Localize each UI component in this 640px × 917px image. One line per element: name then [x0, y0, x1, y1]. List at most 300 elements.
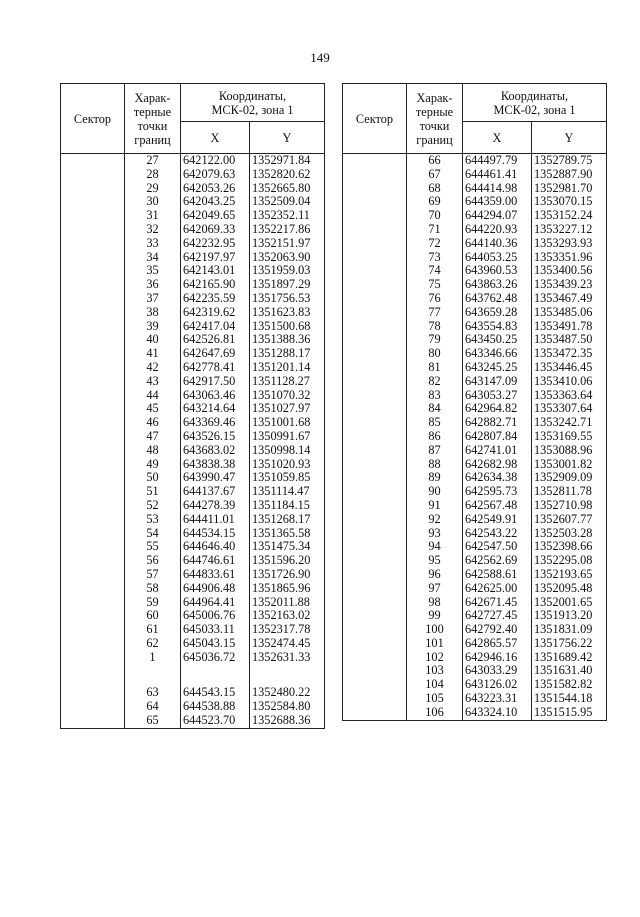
y-coordinate: 1352480.22 — [250, 686, 325, 700]
table-row — [343, 375, 607, 389]
point-number: 67 — [407, 168, 463, 182]
x-coordinate: 643838.38 — [181, 458, 250, 472]
sector-cell — [343, 306, 407, 320]
x-coordinate: 643990.47 — [181, 471, 250, 485]
point-number: 86 — [407, 430, 463, 444]
y-coordinate: 1352811.78 — [532, 485, 607, 499]
sector-cell — [61, 623, 125, 637]
sector-cell — [343, 320, 407, 334]
x-coordinate: 643223.31 — [463, 692, 532, 706]
point-number: 98 — [407, 596, 463, 610]
table-row — [343, 692, 607, 706]
sector-cell — [343, 333, 407, 347]
x-coordinate: 642741.01 — [463, 444, 532, 458]
point-number — [125, 664, 181, 686]
x-coordinate: 644906.48 — [181, 582, 250, 596]
table-row — [343, 430, 607, 444]
table-row — [61, 700, 325, 714]
x-coordinate: 642634.38 — [463, 471, 532, 485]
table-row — [61, 375, 325, 389]
point-number: 34 — [125, 251, 181, 265]
x-coordinate: 644359.00 — [463, 195, 532, 209]
y-coordinate: 1352352.11 — [250, 209, 325, 223]
table-row — [61, 154, 325, 168]
point-number: 84 — [407, 402, 463, 416]
y-coordinate: 1351001.68 — [250, 416, 325, 430]
y-coordinate: 1351388.36 — [250, 333, 325, 347]
point-number: 77 — [407, 306, 463, 320]
table-row — [343, 540, 607, 554]
y-coordinate: 1352688.36 — [250, 714, 325, 728]
x-coordinate: 642549.91 — [463, 513, 532, 527]
y-coordinate: 1351756.53 — [250, 292, 325, 306]
header-y: Y — [532, 122, 607, 154]
table-row — [61, 389, 325, 403]
point-number: 30 — [125, 195, 181, 209]
table-row — [61, 320, 325, 334]
sector-cell — [61, 223, 125, 237]
y-coordinate: 1353410.06 — [532, 375, 607, 389]
sector-cell — [61, 430, 125, 444]
sector-cell — [61, 499, 125, 513]
x-coordinate: 643033.29 — [463, 664, 532, 678]
sector-cell — [343, 444, 407, 458]
y-coordinate: 1353152.24 — [532, 209, 607, 223]
x-coordinate: 642792.40 — [463, 623, 532, 637]
table-row — [343, 237, 607, 251]
sector-cell — [343, 651, 407, 665]
sector-cell — [343, 678, 407, 692]
sector-cell — [343, 568, 407, 582]
y-coordinate: 1353169.55 — [532, 430, 607, 444]
table-row — [343, 333, 607, 347]
y-coordinate: 1352710.98 — [532, 499, 607, 513]
coordinates-table-right — [342, 83, 607, 721]
table-row — [343, 527, 607, 541]
sector-cell — [343, 637, 407, 651]
table-row — [343, 471, 607, 485]
y-coordinate: 1353351.96 — [532, 251, 607, 265]
x-coordinate: 643450.25 — [463, 333, 532, 347]
table-row — [61, 237, 325, 251]
y-coordinate: 1352607.77 — [532, 513, 607, 527]
point-number: 88 — [407, 458, 463, 472]
header-y: Y — [250, 122, 325, 154]
x-coordinate: 643554.83 — [463, 320, 532, 334]
sector-cell — [343, 361, 407, 375]
point-number: 79 — [407, 333, 463, 347]
sector-cell — [61, 637, 125, 651]
table-row — [343, 596, 607, 610]
point-number: 63 — [125, 686, 181, 700]
point-number: 74 — [407, 264, 463, 278]
table-row — [343, 568, 607, 582]
x-coordinate: 642526.81 — [181, 333, 250, 347]
y-coordinate: 1351726.90 — [250, 568, 325, 582]
x-coordinate: 642562.69 — [463, 554, 532, 568]
point-number: 27 — [125, 154, 181, 168]
table-row — [61, 306, 325, 320]
point-number: 87 — [407, 444, 463, 458]
point-number: 69 — [407, 195, 463, 209]
table-row — [61, 596, 325, 610]
point-number: 46 — [125, 416, 181, 430]
x-coordinate: 642122.00 — [181, 154, 250, 168]
x-coordinate: 643063.46 — [181, 389, 250, 403]
point-number: 83 — [407, 389, 463, 403]
x-coordinate: 642417.04 — [181, 320, 250, 334]
header-x: X — [181, 122, 250, 154]
y-coordinate: 1353293.93 — [532, 237, 607, 251]
x-coordinate: 644220.93 — [463, 223, 532, 237]
y-coordinate: 1352981.70 — [532, 182, 607, 196]
y-coordinate: 1352398.66 — [532, 540, 607, 554]
sector-cell — [61, 333, 125, 347]
x-coordinate: 643863.26 — [463, 278, 532, 292]
y-coordinate: 1353400.56 — [532, 264, 607, 278]
point-number: 96 — [407, 568, 463, 582]
y-coordinate: 1351631.40 — [532, 664, 607, 678]
point-number: 49 — [125, 458, 181, 472]
x-coordinate: 642807.84 — [463, 430, 532, 444]
sector-cell — [343, 664, 407, 678]
table-row — [343, 182, 607, 196]
x-coordinate: 645006.76 — [181, 609, 250, 623]
point-number: 73 — [407, 251, 463, 265]
y-coordinate: 1353227.12 — [532, 223, 607, 237]
table-row — [343, 706, 607, 720]
table-row — [343, 678, 607, 692]
point-number: 51 — [125, 485, 181, 499]
table-row — [61, 458, 325, 472]
point-number: 37 — [125, 292, 181, 306]
sector-cell — [61, 686, 125, 700]
point-number: 33 — [125, 237, 181, 251]
y-coordinate: 1351831.09 — [532, 623, 607, 637]
point-number: 58 — [125, 582, 181, 596]
y-coordinate: 1351596.20 — [250, 554, 325, 568]
sector-cell — [61, 609, 125, 623]
y-coordinate: 1351959.03 — [250, 264, 325, 278]
point-number: 35 — [125, 264, 181, 278]
x-coordinate: 642547.50 — [463, 540, 532, 554]
header-x: X — [463, 122, 532, 154]
y-coordinate: 1351114.47 — [250, 485, 325, 499]
sector-cell — [61, 554, 125, 568]
y-coordinate: 1351288.17 — [250, 347, 325, 361]
x-coordinate: 643659.28 — [463, 306, 532, 320]
header-coordinates: Координаты, МСК-02, зона 1 — [463, 84, 607, 122]
x-coordinate: 642197.97 — [181, 251, 250, 265]
x-coordinate: 642946.16 — [463, 651, 532, 665]
sector-cell — [343, 609, 407, 623]
point-number: 29 — [125, 182, 181, 196]
table-row — [61, 223, 325, 237]
sector-cell — [61, 375, 125, 389]
x-coordinate: 642543.22 — [463, 527, 532, 541]
point-number: 102 — [407, 651, 463, 665]
table-row — [61, 264, 325, 278]
table-row — [61, 347, 325, 361]
y-coordinate: 1351365.58 — [250, 527, 325, 541]
table-row — [343, 278, 607, 292]
table-row — [61, 430, 325, 444]
table-row — [61, 333, 325, 347]
table-row — [343, 264, 607, 278]
x-coordinate: 643214.64 — [181, 402, 250, 416]
table-row — [343, 664, 607, 678]
table-row — [343, 651, 607, 665]
y-coordinate: 1351070.32 — [250, 389, 325, 403]
x-coordinate: 643053.27 — [463, 389, 532, 403]
point-number: 56 — [125, 554, 181, 568]
x-coordinate: 642727.45 — [463, 609, 532, 623]
sector-cell — [343, 416, 407, 430]
y-coordinate: 1353307.64 — [532, 402, 607, 416]
y-coordinate: 1353487.50 — [532, 333, 607, 347]
x-coordinate: 645033.11 — [181, 623, 250, 637]
sector-cell — [343, 195, 407, 209]
y-coordinate: 1352887.90 — [532, 168, 607, 182]
sector-cell — [343, 154, 407, 168]
sector-cell — [61, 361, 125, 375]
y-coordinate: 1351184.15 — [250, 499, 325, 513]
x-coordinate: 644538.88 — [181, 700, 250, 714]
y-coordinate: 1353088.96 — [532, 444, 607, 458]
x-coordinate: 644543.15 — [181, 686, 250, 700]
x-coordinate: 644964.41 — [181, 596, 250, 610]
table-row — [343, 209, 607, 223]
table-row — [343, 347, 607, 361]
point-number: 90 — [407, 485, 463, 499]
sector-cell — [61, 513, 125, 527]
y-coordinate: 1352011.88 — [250, 596, 325, 610]
y-coordinate: 1352317.78 — [250, 623, 325, 637]
sector-cell — [61, 292, 125, 306]
table-row — [61, 292, 325, 306]
point-number: 64 — [125, 700, 181, 714]
table-row — [343, 168, 607, 182]
sector-cell — [61, 320, 125, 334]
x-coordinate: 643346.66 — [463, 347, 532, 361]
table-row — [61, 540, 325, 554]
sector-cell — [61, 596, 125, 610]
table-row — [343, 582, 607, 596]
point-number: 60 — [125, 609, 181, 623]
y-coordinate: 1353472.35 — [532, 347, 607, 361]
sector-cell — [343, 209, 407, 223]
x-coordinate: 642882.71 — [463, 416, 532, 430]
point-number: 40 — [125, 333, 181, 347]
point-number: 48 — [125, 444, 181, 458]
point-number: 52 — [125, 499, 181, 513]
table-row — [61, 402, 325, 416]
x-coordinate: 642647.69 — [181, 347, 250, 361]
y-coordinate: 1351582.82 — [532, 678, 607, 692]
y-coordinate: 1352665.80 — [250, 182, 325, 196]
x-coordinate: 644833.61 — [181, 568, 250, 582]
page-number: 149 — [310, 50, 330, 65]
header-points: Харак- терные точки границ — [125, 84, 181, 154]
y-coordinate: 1350998.14 — [250, 444, 325, 458]
sector-cell — [61, 306, 125, 320]
y-coordinate: 1351128.27 — [250, 375, 325, 389]
sector-cell — [61, 582, 125, 596]
point-number: 101 — [407, 637, 463, 651]
table-row — [343, 458, 607, 472]
point-number: 71 — [407, 223, 463, 237]
sector-cell — [343, 237, 407, 251]
sector-cell — [61, 444, 125, 458]
point-number: 44 — [125, 389, 181, 403]
point-number: 76 — [407, 292, 463, 306]
sector-cell — [343, 251, 407, 265]
y-coordinate: 1353070.15 — [532, 195, 607, 209]
point-number: 62 — [125, 637, 181, 651]
y-coordinate: 1352063.90 — [250, 251, 325, 265]
point-number: 65 — [125, 714, 181, 728]
x-coordinate: 642671.45 — [463, 596, 532, 610]
y-coordinate: 1352503.28 — [532, 527, 607, 541]
header-coordinates: Координаты, МСК-02, зона 1 — [181, 84, 325, 122]
table-row — [61, 251, 325, 265]
table-row — [343, 361, 607, 375]
point-number: 41 — [125, 347, 181, 361]
header-sector: Сектор — [343, 84, 407, 154]
sector-cell — [343, 168, 407, 182]
table-row — [61, 714, 325, 728]
sector-cell — [343, 292, 407, 306]
y-coordinate: 1353001.82 — [532, 458, 607, 472]
sector-cell — [343, 692, 407, 706]
y-coordinate: 1352295.08 — [532, 554, 607, 568]
sector-cell — [343, 402, 407, 416]
point-number: 38 — [125, 306, 181, 320]
point-number: 105 — [407, 692, 463, 706]
point-number: 57 — [125, 568, 181, 582]
y-coordinate: 1351865.96 — [250, 582, 325, 596]
table-row — [61, 513, 325, 527]
x-coordinate: 642235.59 — [181, 292, 250, 306]
y-coordinate: 1351897.29 — [250, 278, 325, 292]
x-coordinate: 643369.46 — [181, 416, 250, 430]
y-coordinate: 1351059.85 — [250, 471, 325, 485]
table-row — [61, 582, 325, 596]
table-row — [343, 251, 607, 265]
x-coordinate: 645036.72 — [181, 651, 250, 665]
sector-cell — [343, 223, 407, 237]
point-number: 55 — [125, 540, 181, 554]
y-coordinate: 1352474.45 — [250, 637, 325, 651]
sector-cell — [343, 485, 407, 499]
x-coordinate: 642043.25 — [181, 195, 250, 209]
table-row — [343, 402, 607, 416]
table-row — [61, 664, 325, 686]
point-number: 70 — [407, 209, 463, 223]
point-number: 53 — [125, 513, 181, 527]
table-row — [61, 686, 325, 700]
point-number: 54 — [125, 527, 181, 541]
x-coordinate: 642964.82 — [463, 402, 532, 416]
table-row — [61, 182, 325, 196]
table-row — [61, 485, 325, 499]
point-number: 93 — [407, 527, 463, 541]
sector-cell — [343, 471, 407, 485]
y-coordinate: 1353242.71 — [532, 416, 607, 430]
sector-cell — [61, 251, 125, 265]
x-coordinate: 643683.02 — [181, 444, 250, 458]
x-coordinate: 643762.48 — [463, 292, 532, 306]
point-number: 106 — [407, 706, 463, 720]
point-number: 45 — [125, 402, 181, 416]
right-table-body — [343, 154, 607, 721]
sector-cell — [343, 527, 407, 541]
sector-cell — [343, 182, 407, 196]
table-row — [343, 320, 607, 334]
point-number: 43 — [125, 375, 181, 389]
y-coordinate: 1352584.80 — [250, 700, 325, 714]
x-coordinate: 643960.53 — [463, 264, 532, 278]
table-row — [343, 554, 607, 568]
x-coordinate: 642625.00 — [463, 582, 532, 596]
x-coordinate — [181, 664, 250, 686]
point-number: 103 — [407, 664, 463, 678]
x-coordinate: 644140.36 — [463, 237, 532, 251]
x-coordinate: 642682.98 — [463, 458, 532, 472]
y-coordinate: 1353491.78 — [532, 320, 607, 334]
y-coordinate: 1352001.65 — [532, 596, 607, 610]
y-coordinate: 1352909.09 — [532, 471, 607, 485]
y-coordinate: 1352631.33 — [250, 651, 325, 665]
table-row — [61, 278, 325, 292]
y-coordinate: 1351913.20 — [532, 609, 607, 623]
sector-cell — [61, 347, 125, 361]
x-coordinate: 642865.57 — [463, 637, 532, 651]
x-coordinate: 642778.41 — [181, 361, 250, 375]
sector-cell — [343, 278, 407, 292]
sector-cell — [343, 513, 407, 527]
x-coordinate: 644411.01 — [181, 513, 250, 527]
x-coordinate: 644461.41 — [463, 168, 532, 182]
point-number: 61 — [125, 623, 181, 637]
table-row — [343, 623, 607, 637]
point-number: 95 — [407, 554, 463, 568]
sector-cell — [61, 195, 125, 209]
table-row — [61, 416, 325, 430]
sector-cell — [61, 664, 125, 686]
table-row — [61, 361, 325, 375]
sector-cell — [61, 237, 125, 251]
point-number: 81 — [407, 361, 463, 375]
sector-cell — [61, 389, 125, 403]
table-row — [61, 637, 325, 651]
x-coordinate: 643147.09 — [463, 375, 532, 389]
y-coordinate: 1353363.64 — [532, 389, 607, 403]
sector-cell — [61, 700, 125, 714]
sector-cell — [61, 264, 125, 278]
point-number: 78 — [407, 320, 463, 334]
sector-cell — [61, 402, 125, 416]
x-coordinate: 642319.62 — [181, 306, 250, 320]
x-coordinate: 642917.50 — [181, 375, 250, 389]
y-coordinate: 1352193.65 — [532, 568, 607, 582]
point-number: 94 — [407, 540, 463, 554]
sector-cell — [343, 347, 407, 361]
point-number: 31 — [125, 209, 181, 223]
y-coordinate: 1353485.06 — [532, 306, 607, 320]
y-coordinate: 1352509.04 — [250, 195, 325, 209]
x-coordinate: 642588.61 — [463, 568, 532, 582]
